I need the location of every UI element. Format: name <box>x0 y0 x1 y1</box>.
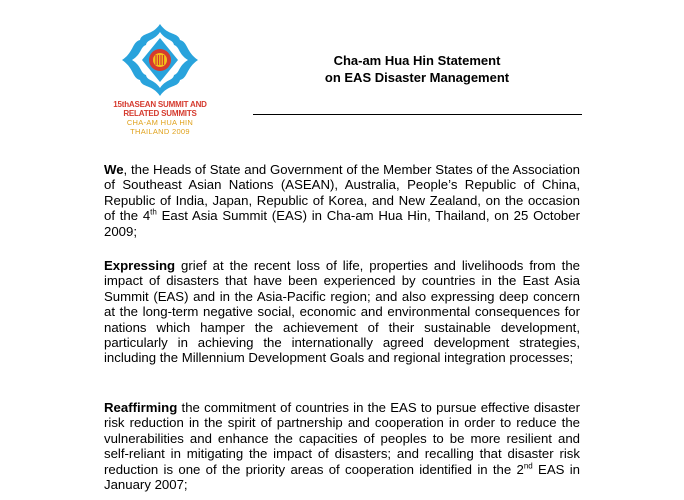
paragraph-preamble <box>104 162 580 239</box>
paragraph-text: , the Heads of State and Government of the Member States of the Association of Southeast Asian Nations (ASEAN), Australia, People’s Republic of China, Republic of India, Japan, Republic of Korea, and New Zealand, on the occasion of the 4 <box>104 162 580 224</box>
title-line1: Cha-am Hua Hin Statement <box>333 53 501 68</box>
superscript: nd <box>523 461 533 471</box>
paragraph-lead: Expressing <box>104 258 176 273</box>
asean-summit-logo <box>108 22 208 152</box>
title-line2: on EAS Disaster Management <box>324 70 510 85</box>
paragraph-text: the commitment of countries in the EAS to pursue effective disaster risk reduction in the spirit of partnership and cooperation in order to reduce the vulnerabilities and enhance the capacities of peoples to be more resilient and self-reliant in mitigating the impact of disasters; and recalling that disaster risk reduction is one of the priority areas of cooperation identified in the 2 <box>104 400 580 477</box>
paragraph-lead: We <box>104 162 124 177</box>
paragraph-expressing <box>104 258 580 366</box>
title-divider <box>253 114 582 115</box>
superscript: th <box>150 207 157 217</box>
paragraph-text: grief at the recent loss of life, properties and livelihoods from the impact of disasters that have been experienced by countries in the East Asia Summit (EAS) and in the Asia-Pacific region; and also expressing deep concern at the long-term negative social, economic and environmental consequences for nations which hamper the achievement of their sustainable development, particularly in achieving the internationally agreed development strategies, including the Millennium Development Goals and regional integration processes; <box>104 258 580 366</box>
paragraph-text: East Asia Summit (EAS) in Cha-am Hua Hin, Thailand, on 25 October 2009; <box>104 208 580 239</box>
logo-text-line4: THAILAND 2009 <box>130 127 190 136</box>
logo-text-line3: CHA-AM HUA HIN <box>126 118 194 127</box>
paragraph-text: EAS in January 2007; <box>104 461 580 493</box>
logo-text-line2: RELATED SUMMITS <box>123 109 197 118</box>
paragraph-lead: Reaffirming <box>104 400 178 415</box>
asean-emblem-icon <box>120 22 200 98</box>
document-title <box>250 52 584 86</box>
paragraph-reaffirming <box>104 400 580 492</box>
logo-text-line1: 15thASEAN SUMMIT AND <box>113 100 207 109</box>
